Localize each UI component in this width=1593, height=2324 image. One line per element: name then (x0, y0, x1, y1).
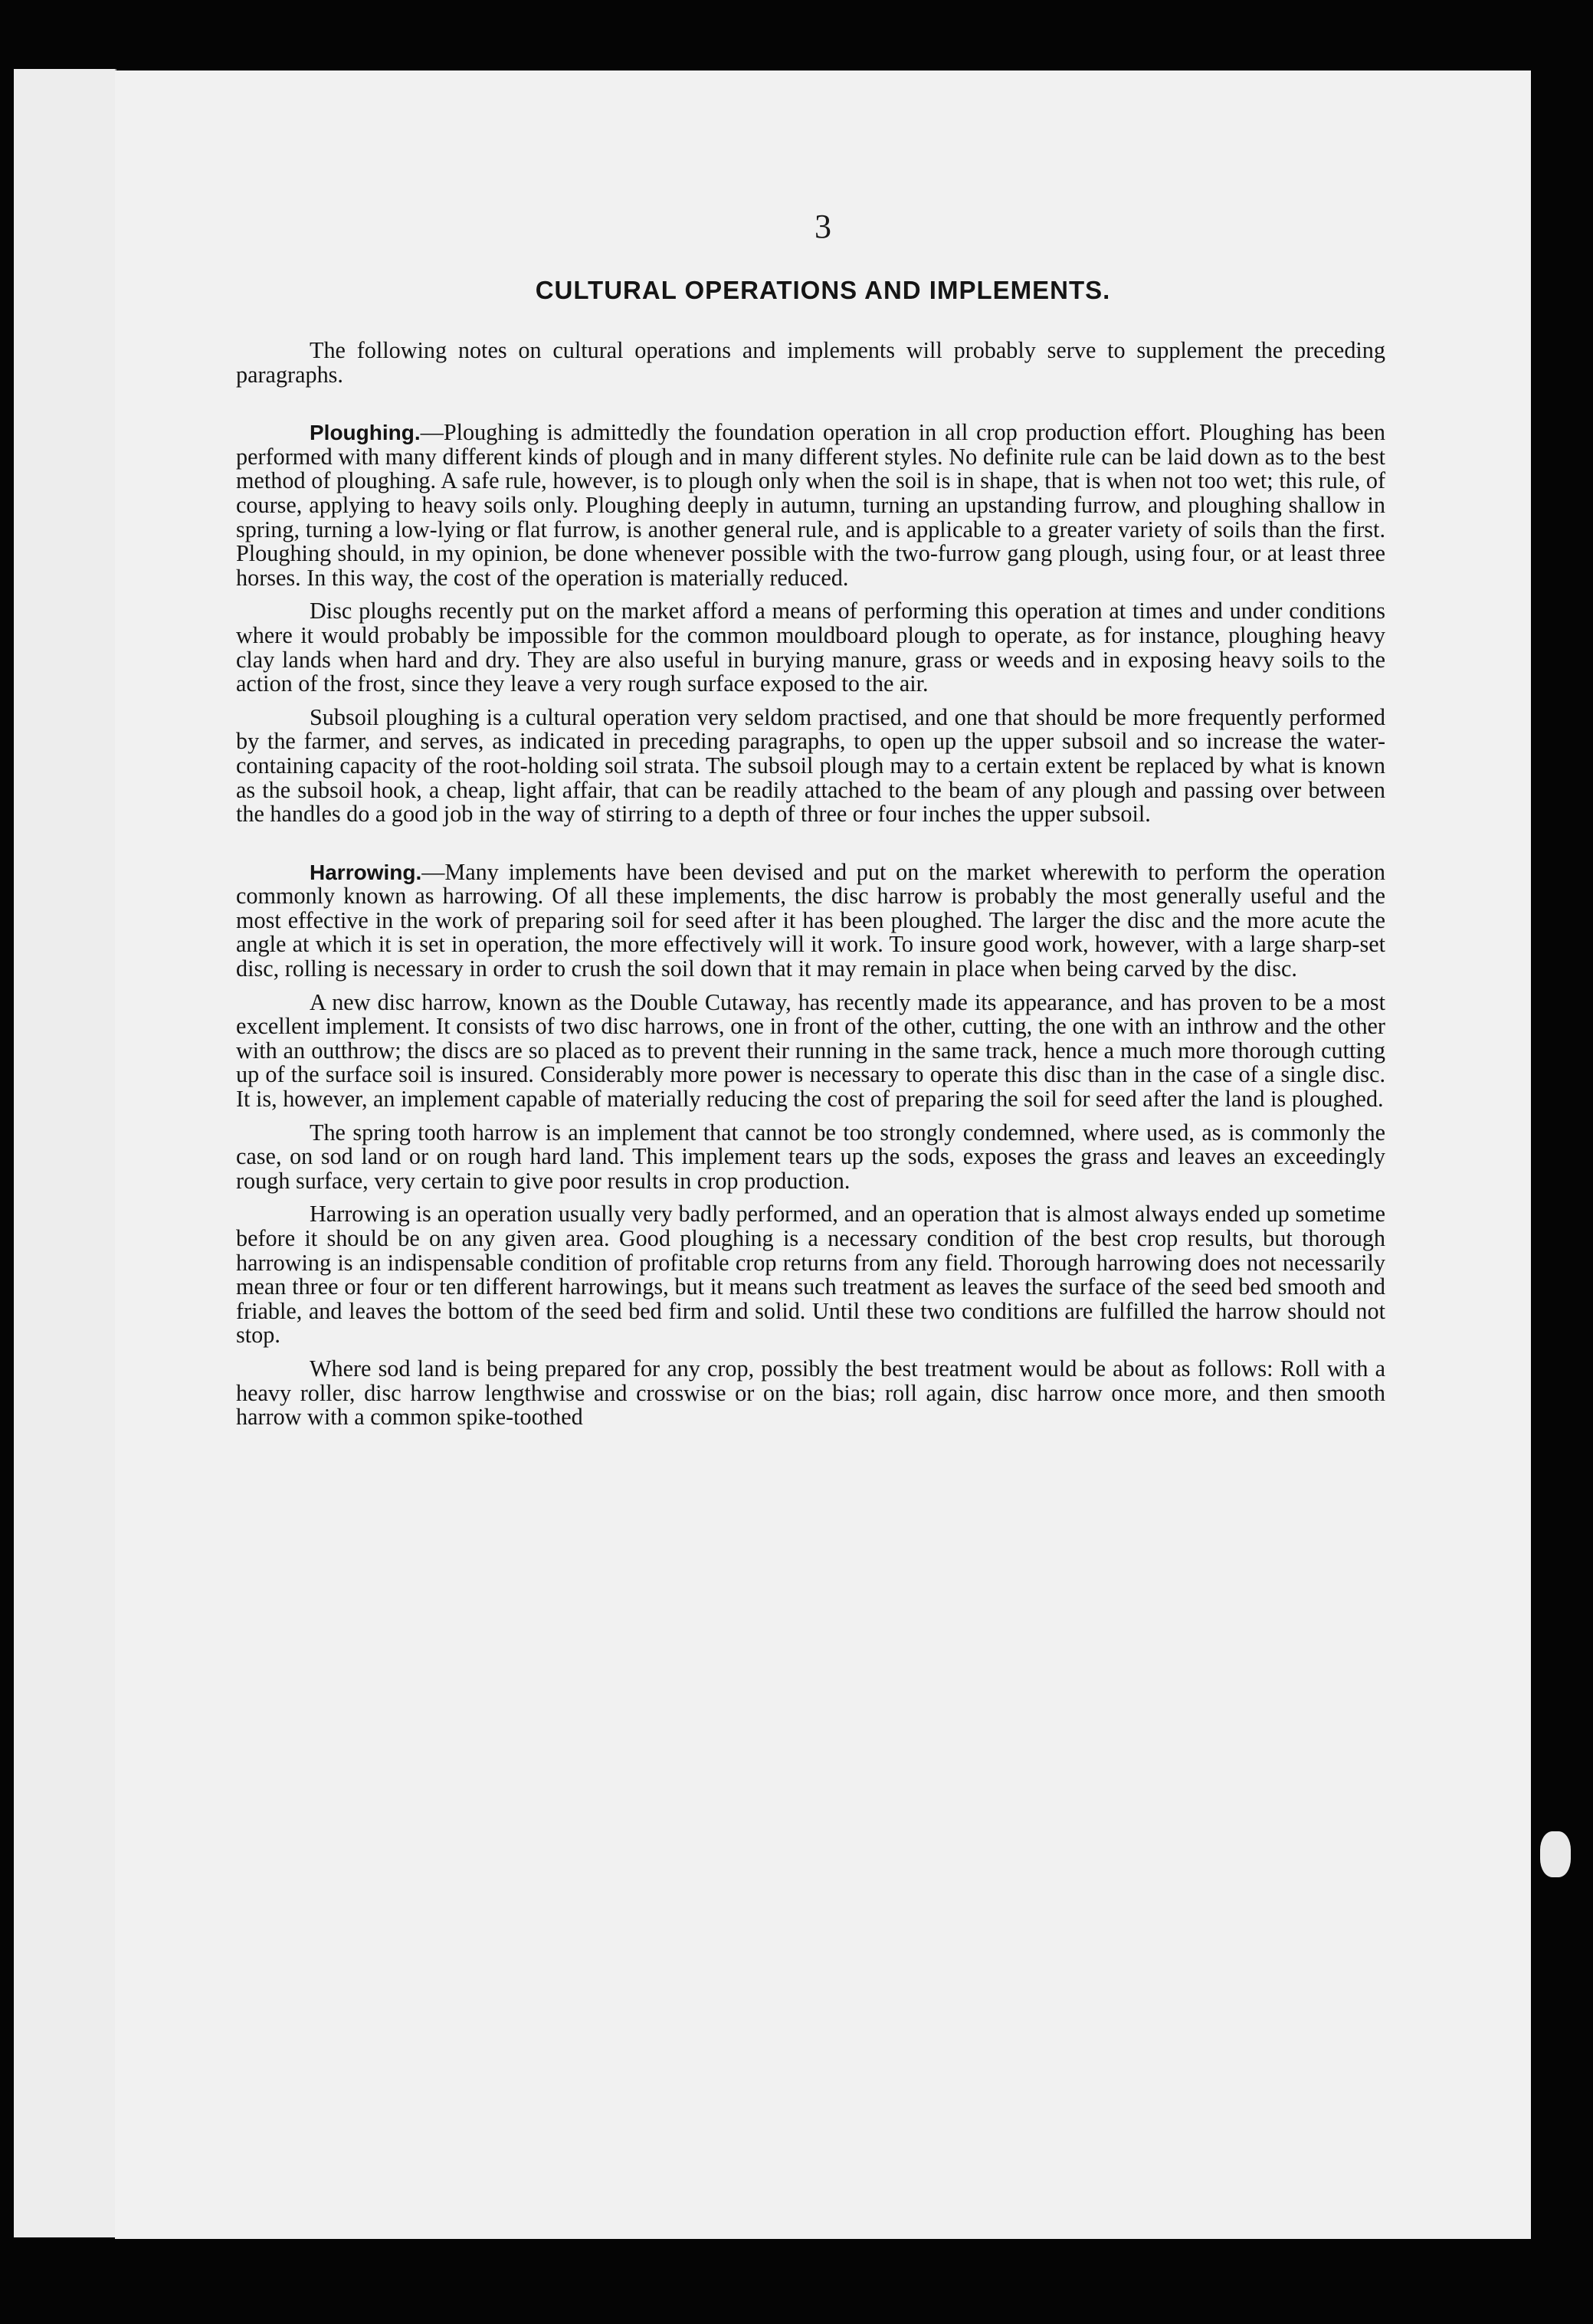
intro-paragraph: The following notes on cultural operations and implements will probably serve to supplement the preceding paragraphs. (236, 337, 1385, 388)
harrowing-heading: Harrowing. (310, 860, 422, 884)
scan-artifact (1540, 1831, 1571, 1877)
facing-page-edge (14, 69, 116, 2237)
harrowing-paragraph-1 (236, 860, 1385, 982)
ploughing-paragraph-1 (236, 421, 1385, 590)
chapter-title: CULTURAL OPERATIONS AND IMPLEMENTS. (535, 276, 1111, 304)
ploughing-paragraph-2: Disc ploughs recently put on the market afford a means of performing this operation at times and under conditions where it would probably be impossible for the common mouldboard plough to operate, as for instance, ploughing heavy clay lands when hard and dry. They are also useful in burying manure, grass or weeds and in exposing heavy soils to the action of the frost, since they leave a very rough surface exposed to the air. (236, 598, 1385, 697)
body-text (236, 339, 1385, 1430)
ploughing-paragraph-3: Subsoil ploughing is a cultural operation very seldom practised, and one that should be more frequently performed by the farmer, and serves, as indicated in preceding paragraphs, to open up the upper subsoil and so increase the water-containing capacity of the root-holding soil strata. The subsoil plough may to a certain extent be replaced by what is known as the subsoil hook, a cheap, light affair, that can be readily attached to the beam of any plough and passing over between the handles do a good job in the way of stirring to a depth of three or four inches the upper subsoil. (236, 703, 1385, 828)
harrowing-paragraph-4: Harrowing is an operation usually very badly performed, and an operation that is almost always ended up sometime before it should be on any given area. Good ploughing is a necessary condition of the best crop results, but thorough harrowing is an indispensable condition of profitable crop returns from any field. Thorough harrowing does not necessarily mean three or four or ten different harrowings, but it means such treatment as leaves the surface of the seed bed smooth and friable, and leaves the bottom of the seed bed firm and solid. Until these two conditions are fulfilled the harrow should not stop. (236, 1201, 1385, 1349)
book-page (115, 70, 1531, 2239)
harrowing-paragraph-2: A new disc harrow, known as the Double Cutaway, has recently made its appearance, and has proven to be a most excellent implement. It consists of two disc harrows, one in front of the other, cutting, the one with an inthrow and the other with an outthrow; the discs are so placed as to prevent their running in the same track, hence a much more thorough cutting up of the surface soil is insured. Considerably more power is necessary to operate this disc than in the case of a single disc. It is, however, an implement capable of materially reducing the cost of preparing the soil for seed after the land is ploughed. (236, 988, 1385, 1113)
harrowing-paragraph-5: Where sod land is being prepared for any crop, possibly the best treatment would be about as follows: Roll with a heavy roller, disc harrow lengthwise and crosswise or on the bias; roll again, disc harrow once more, and then smooth harrow with a common spike-toothed (236, 1355, 1385, 1431)
harrowing-text-1: —Many implements have been devised and put on the market wherewith to perform the operation commonly known as harrowing. Of all these implements, the disc harrow is probably the most generally useful and the most effective in the work of preparing soil for seed after it has been ploughed. The larger the disc and the more acute the angle at which it is set in operation, the more effectively will it work. To insure good work, however, with a large sharp-set disc, rolling is necessary in order to crush the soil down that it may remain in place when being carved by the disc. (236, 858, 1385, 982)
page-number: 3 (815, 208, 831, 245)
ploughing-heading: Ploughing. (310, 421, 421, 445)
ploughing-text-1: —Ploughing is admittedly the foundation operation in all crop production effort. Ploughing has been performed with many different kinds of plough and in many different styles. No definite rule can be laid down as to the best method of ploughing. A safe rule, however, is to plough only when the soil is in shape, that is when not too wet; this rule, of course, applying to heavy soils only. Ploughing deeply in autumn, turning an upstanding furrow, and ploughing shallow in spring, turning a low-lying or flat furrow, is another general rule, and is applicable to a greater variety of soils than the first. Ploughing should, in my opinion, be done whenever possible with the two-furrow gang plough, using four, or at least three horses. In this way, the cost of the operation is materially reduced. (236, 419, 1385, 591)
harrowing-paragraph-3: The spring tooth harrow is an implement that cannot be too strongly condemned, where used, as is commonly the case, on sod land or on rough hard land. This implement tears up the sods, exposes the grass and leaves an exceedingly rough surface, very certain to give poor results in crop production. (236, 1119, 1385, 1194)
